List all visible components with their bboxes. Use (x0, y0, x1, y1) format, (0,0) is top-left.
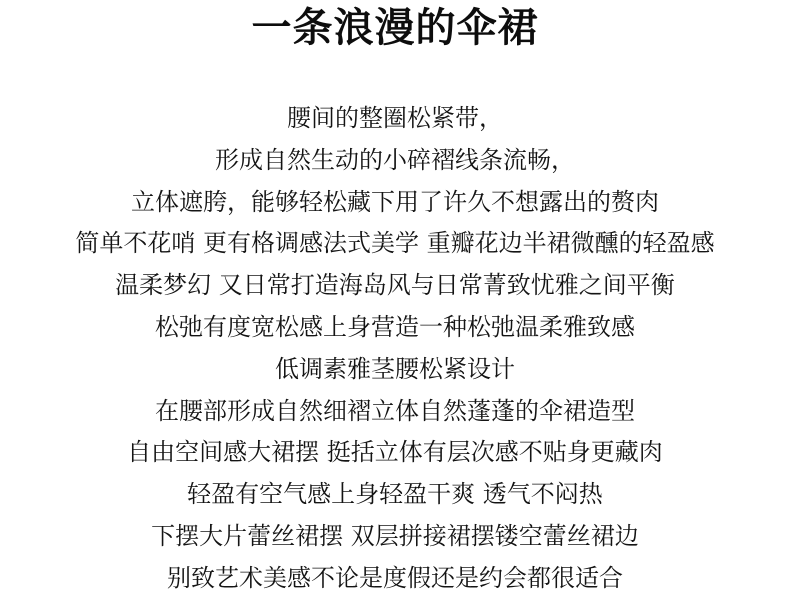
page-title: 一条浪漫的伞裙 (251, 5, 539, 51)
description-line: 轻盈有空气感上身轻盈干爽 透气不闷热 (187, 480, 603, 509)
description-line: 立体遮胯，能够轻松藏下用了许久不想露出的赘肉 (131, 187, 659, 216)
description-line: 别致艺术美感不论是度假还是约会都很适合 (167, 563, 623, 592)
description-line: 形成自然生动的小碎褶线条流畅， (215, 145, 575, 174)
description-line: 在腰部形成自然细褶立体自然蓬蓬的伞裙造型 (155, 396, 635, 425)
description-line: 腰间的整圈松紧带， (287, 104, 503, 132)
description-text-block (0, 98, 790, 600)
description-line: 自由空间感大裙摆 挺括立体有层次感不贴身更藏肉 (127, 438, 663, 467)
description-line: 简单不花哨 更有格调感法式美学 重瓣花边半裙微醺的轻盈感 (75, 229, 715, 258)
description-line: 低调素雅茎腰松紧设计 (275, 354, 515, 383)
description-line: 下摆大片蕾丝裙摆 双层拼接裙摆镂空蕾丝裙边 (151, 521, 639, 550)
description-line: 温柔梦幻 又日常打造海岛风与日常菁致忧雅之间平衡 (115, 271, 675, 300)
description-line: 松弛有度宽松感上身营造一种松弛温柔雅致感 (155, 312, 635, 341)
